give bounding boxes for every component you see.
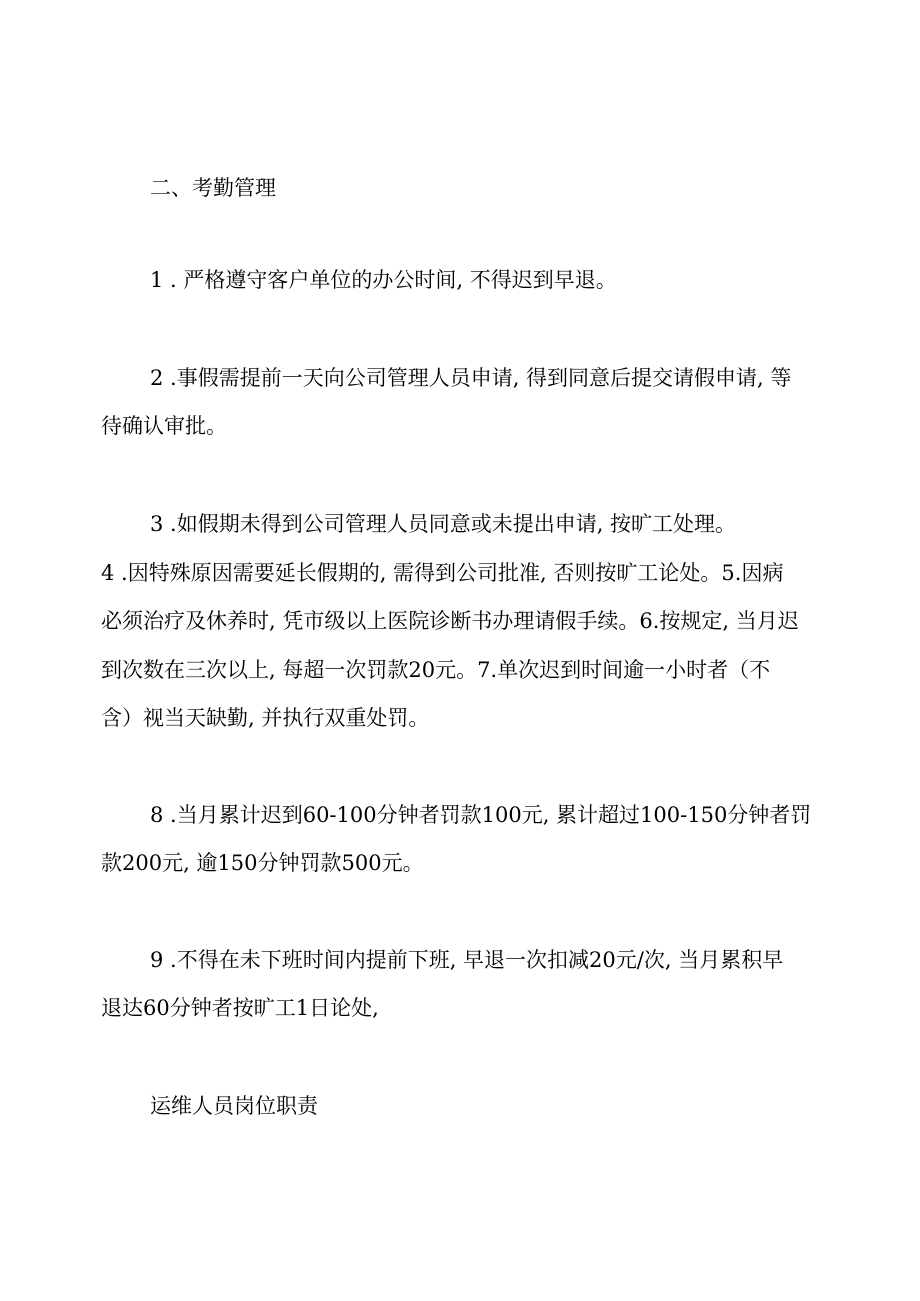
rule-1-line-1: 1 . 严格遵守客户单位的办公时间, 不得迟到早退。 [150, 268, 617, 292]
rule-3-line-2: 4 .因特殊原因需要延长假期的, 需得到公司批准, 否则按旷工论处。5.因病 [101, 561, 784, 585]
rule-2-line-2: 待确认审批。 [101, 414, 227, 438]
footer-heading: 运维人员岗位职责 [150, 1094, 318, 1118]
rule-8-line-1: 8 .当月累计迟到60-100分钟者罚款100元, 累计超过100-150分钟者罚 [150, 803, 812, 827]
rule-3-line-1: 3 .如假期未得到公司管理人员同意或未提出申请, 按旷工处理。 [150, 512, 737, 536]
rule-3-line-3: 必须治疗及休养时, 凭市级以上医院诊断书办理请假手续。6.按规定, 当月迟 [101, 609, 799, 633]
section-heading: 二、考勤管理 [150, 176, 276, 200]
rule-3-line-5: 含）视当天缺勤, 并执行双重处罚。 [101, 706, 430, 730]
rule-3-line-4: 到次数在三次以上, 每超一次罚款20元。7.单次迟到时间逾一小时者（不 [101, 658, 771, 682]
rule-9-line-1: 9 .不得在未下班时间内提前下班, 早退一次扣减20元/次, 当月累积早 [150, 948, 784, 972]
rule-8-line-2: 款200元, 逾150分钟罚款500元。 [101, 851, 424, 875]
rule-9-line-2: 退达60分钟者按旷工1日论处, [101, 996, 379, 1020]
rule-2-line-1: 2 .事假需提前一天向公司管理人员申请, 得到同意后提交请假申请, 等 [150, 366, 792, 390]
